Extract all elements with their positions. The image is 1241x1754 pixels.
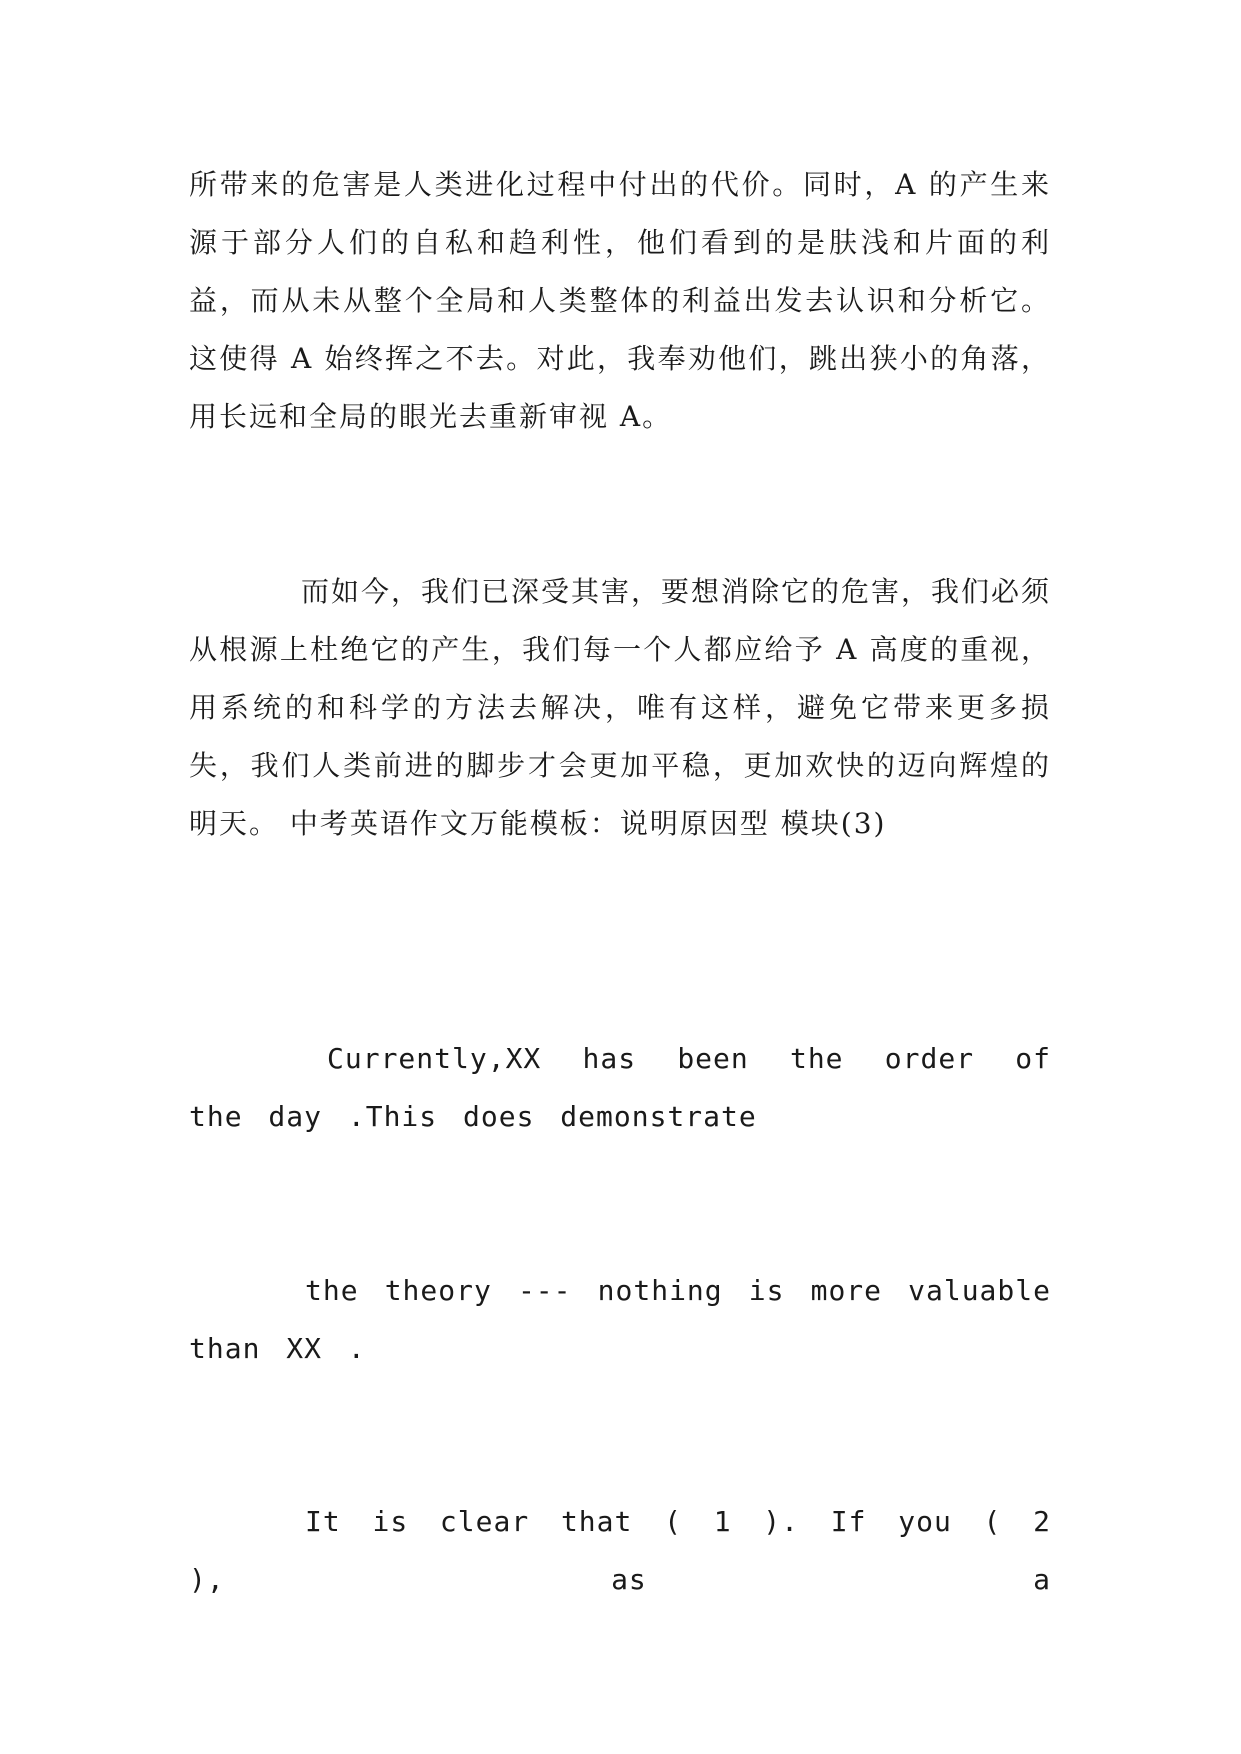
paragraph-3: Currently,XX has been the order of the day .This does demonstrate [189, 1042, 1051, 1133]
paragraph-4: the theory --- nothing is more valuable than XX . [189, 1274, 1051, 1365]
paragraph-2: 而如今，我们已深受其害，要想消除它的危害，我们必须从根源上杜绝它的产生，我们每一个人都应给予 A 高度的重视，用系统的和科学的方法去解决，唯有这样，避免它带来更多损失，我们人类前进的脚步才会更加平稳，更加欢快的迈向辉煌的明天。 中考英语作文万能模板：说明原因型 模块(3) [189, 575, 1052, 840]
paragraph-1: 所带来的危害是人类进化过程中付出的代价。同时，A 的产生来源于部分人们的自私和趋利性，他们看到的是肤浅和片面的利益，而从未从整个全局和人类整体的利益出发去认识和分析它。这使得 A 始终挥之不去。对此，我奉劝他们，跳出狭小的角落，用长远和全局的眼光去重新审视 A。 [189, 168, 1051, 433]
paragraph-5: It is clear that ( 1 ). If you ( 2 ), as a [189, 1505, 1051, 1596]
